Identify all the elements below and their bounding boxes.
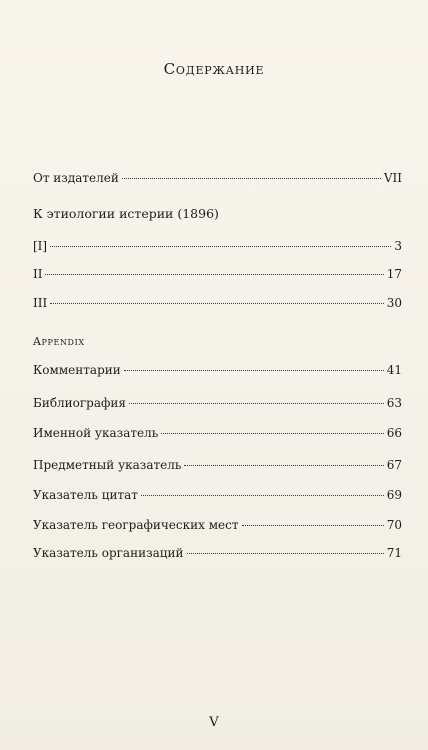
toc-entry-label: III xyxy=(33,296,48,310)
toc-entry-part-2[interactable] xyxy=(33,266,402,282)
dot-leader xyxy=(141,495,384,496)
toc-entry-page: 41 xyxy=(386,363,402,377)
dot-leader xyxy=(122,178,381,179)
toc-entry-bibliography[interactable] xyxy=(33,395,402,411)
toc-entry-part-1[interactable] xyxy=(33,238,402,254)
toc-entry-page: VII xyxy=(383,171,402,185)
toc-entry-label: От издателей xyxy=(33,171,119,185)
toc-entry-label: II xyxy=(33,267,43,281)
toc-entry-label: Указатель организаций xyxy=(33,546,184,560)
toc-entry-page: 66 xyxy=(386,426,402,440)
dot-leader xyxy=(50,303,383,304)
toc-entry-part-3[interactable] xyxy=(33,295,402,311)
page-title: Содержание xyxy=(163,60,265,78)
toc-entry-subject-index[interactable] xyxy=(33,457,402,473)
dot-leader xyxy=(242,525,384,526)
dot-leader xyxy=(161,433,383,434)
dot-leader xyxy=(124,370,384,371)
dot-leader xyxy=(50,246,391,247)
section-heading: К этиологии истерии (1896) xyxy=(33,206,219,221)
toc-entry-geographic-index[interactable] xyxy=(33,517,402,533)
toc-entry-organization-index[interactable] xyxy=(33,545,402,561)
page-number: V xyxy=(209,715,219,730)
dot-leader xyxy=(184,465,383,466)
toc-entry-label: [I] xyxy=(33,239,48,253)
toc-entry-label: Библиография xyxy=(33,396,126,410)
toc-entry-label: Указатель географических мест xyxy=(33,518,239,532)
toc-entry-label: Указатель цитат xyxy=(33,488,138,502)
toc-entry-page: 30 xyxy=(386,296,402,310)
toc-entry-page: 3 xyxy=(394,239,402,253)
toc-entry-publishers[interactable] xyxy=(33,170,402,186)
toc-entry-comments[interactable] xyxy=(33,362,402,378)
toc-entry-name-index[interactable] xyxy=(33,425,402,441)
toc-entry-label: Комментарии xyxy=(33,363,121,377)
toc-entry-page: 63 xyxy=(386,396,402,410)
dot-leader xyxy=(129,403,384,404)
dot-leader xyxy=(45,274,383,275)
toc-entry-label: Именной указатель xyxy=(33,426,159,440)
toc-entry-page: 17 xyxy=(386,267,402,281)
toc-entry-quotation-index[interactable] xyxy=(33,487,402,503)
dot-leader xyxy=(187,553,384,554)
toc-entry-page: 69 xyxy=(386,488,402,502)
toc-entry-page: 67 xyxy=(386,458,402,472)
appendix-heading: Appendix xyxy=(33,335,85,348)
toc-entry-page: 71 xyxy=(386,546,402,560)
toc-entry-label: Предметный указатель xyxy=(33,458,182,472)
toc-entry-page: 70 xyxy=(386,518,402,532)
